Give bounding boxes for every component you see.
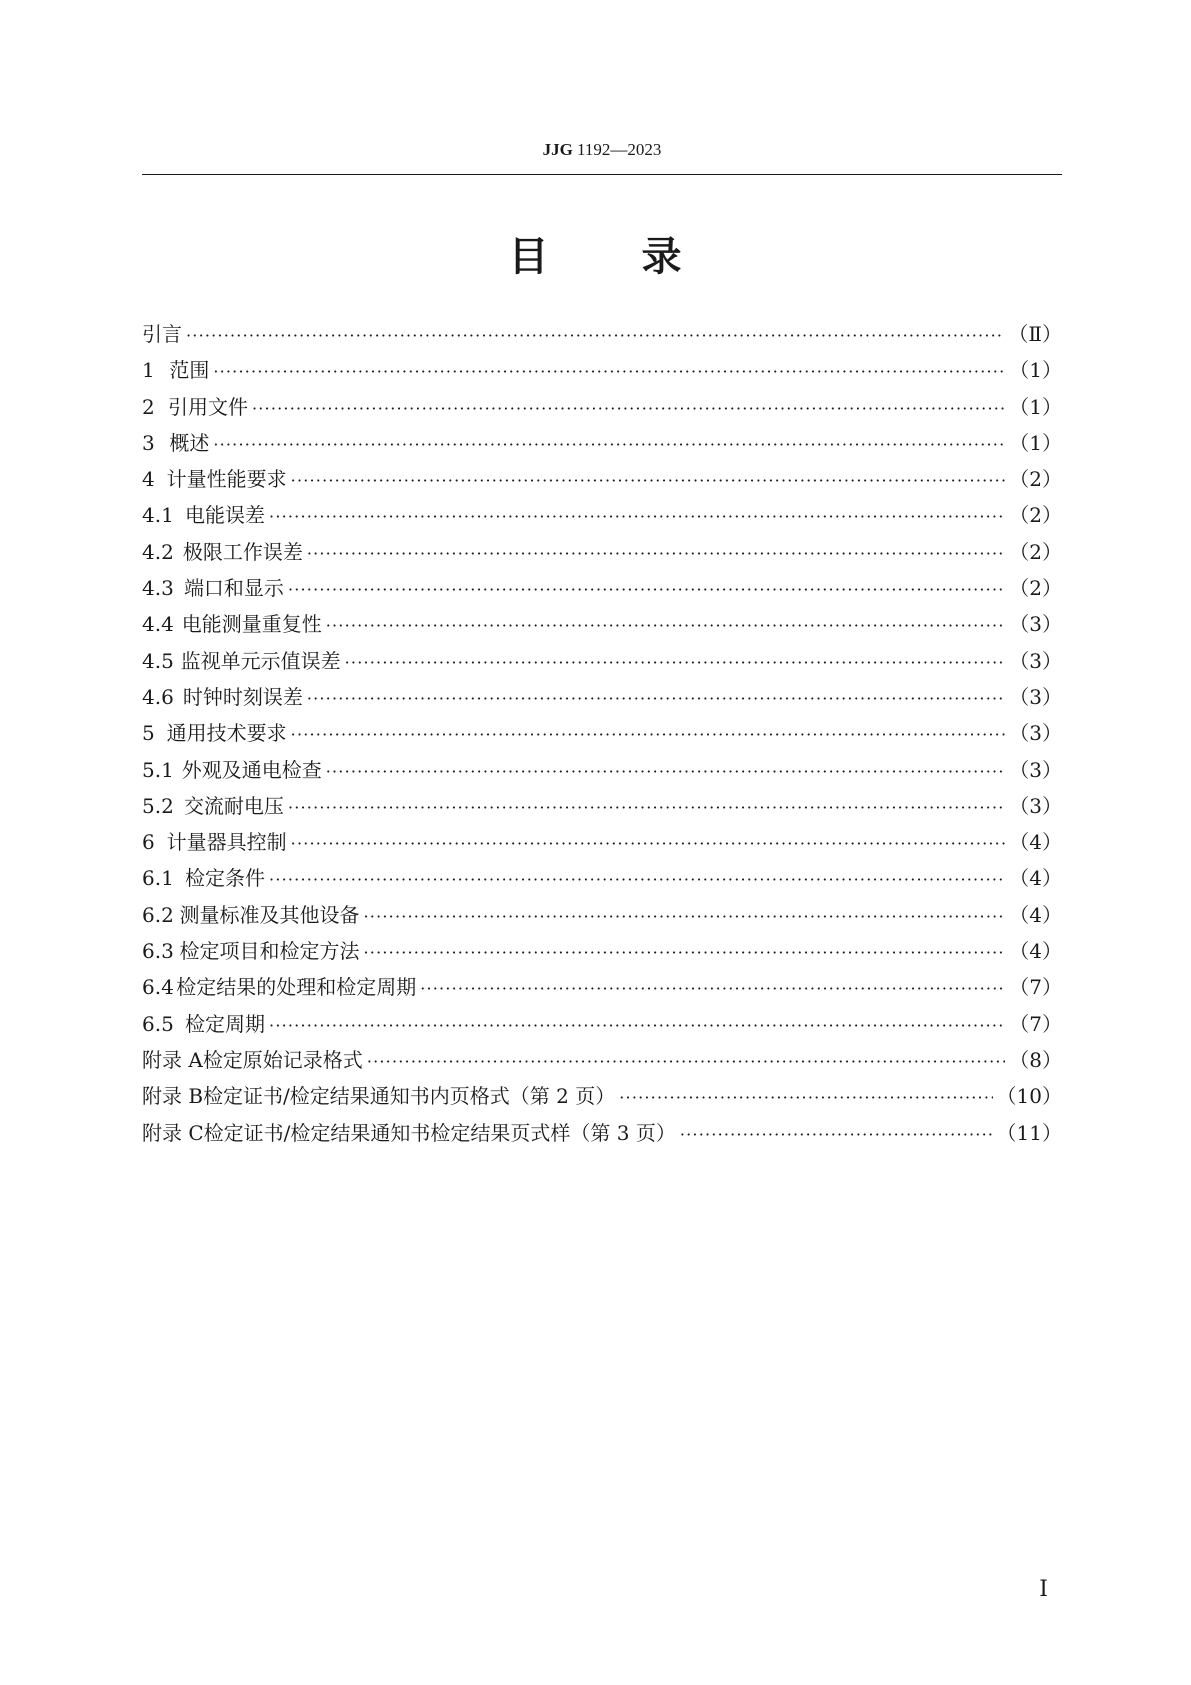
page-title	[0, 225, 1191, 282]
toc-entry-label: 检定原始记录格式	[202, 1047, 363, 1072]
toc-entry-number: 6.4	[142, 975, 174, 1000]
toc-entry-page: （1）	[1009, 430, 1062, 455]
toc-entry-label: 时钟时刻误差	[182, 684, 303, 709]
toc-entry-label: 电能误差	[185, 503, 266, 528]
toc-entry-label: 检定项目和检定方法	[179, 939, 360, 964]
toc-leader-dots	[326, 754, 1006, 790]
toc-entry-label: 外观及通电检查	[181, 757, 322, 782]
toc-entry-page: （3）	[1009, 721, 1062, 746]
toc-leader-dots	[288, 790, 1005, 826]
toc-entry-6[interactable]	[142, 824, 1062, 860]
toc-entry-number: 5.1	[142, 757, 174, 782]
toc-entry-page: （8）	[1009, 1047, 1062, 1072]
toc-entry-5-2[interactable]	[142, 788, 1062, 824]
toc-entry-page: （Ⅱ）	[1008, 322, 1062, 346]
toc-entry-6-4[interactable]	[142, 969, 1062, 1005]
toc-entry-number: 1	[142, 358, 155, 383]
toc-entry-page: （7）	[1009, 975, 1062, 1000]
toc-entry-page: （1）	[1009, 358, 1062, 383]
toc-leader-dots	[367, 1044, 1005, 1080]
toc-entry-appendix-a[interactable]	[142, 1042, 1062, 1078]
toc-leader-dots	[186, 318, 1004, 354]
toc-entry-page: （4）	[1009, 939, 1062, 964]
toc-entry-page: （10）	[996, 1084, 1062, 1109]
toc-entry-4-4[interactable]	[142, 606, 1062, 642]
toc-leader-dots	[345, 645, 1006, 681]
toc-entry-number: 附录 C	[142, 1120, 204, 1145]
toc-entry-label: 引言	[142, 322, 182, 346]
toc-leader-dots	[291, 463, 1006, 499]
toc-entry-4-1[interactable]	[142, 497, 1062, 533]
toc-entry-label: 检定证书/检定结果通知书检定结果页式样（第 3 页）	[203, 1120, 676, 1145]
toc-entry-number: 4	[142, 467, 155, 492]
toc-entry-intro[interactable]	[142, 316, 1062, 352]
toc-entry-number: 4.6	[142, 684, 174, 709]
page-number: Ⅰ	[1039, 1576, 1048, 1601]
toc-entry-page: （2）	[1009, 539, 1062, 564]
toc-leader-dots	[307, 536, 1005, 572]
toc-entry-page: （2）	[1009, 503, 1062, 528]
toc-entry-4-5[interactable]	[142, 643, 1062, 679]
toc-entry-page: （3）	[1009, 793, 1062, 818]
toc-entry-6-2[interactable]	[142, 897, 1062, 933]
toc-entry-number: 6.5	[142, 1011, 174, 1036]
toc-entry-page: （3）	[1009, 612, 1062, 637]
table-of-contents	[142, 316, 1062, 1151]
toc-entry-label: 交流耐电压	[183, 793, 284, 818]
toc-entry-page: （7）	[1009, 1011, 1062, 1036]
toc-leader-dots	[269, 1008, 1005, 1044]
toc-entry-label: 检定证书/检定结果通知书内页格式（第 2 页）	[203, 1084, 616, 1109]
toc-entry-label: 计量性能要求	[166, 467, 287, 492]
toc-leader-dots	[619, 1080, 992, 1116]
toc-leader-dots	[269, 499, 1005, 535]
toc-entry-page: （2）	[1009, 576, 1062, 601]
title-char-2: 录	[641, 234, 683, 280]
toc-entry-label: 概述	[169, 430, 210, 455]
toc-leader-dots	[213, 427, 1005, 463]
toc-entry-appendix-c[interactable]	[142, 1115, 1062, 1151]
toc-entry-4-3[interactable]	[142, 570, 1062, 606]
toc-entry-number: 3	[142, 430, 155, 455]
toc-entry-label: 通用技术要求	[166, 721, 287, 746]
toc-leader-dots	[252, 391, 1005, 427]
toc-entry-number: 4.3	[142, 576, 174, 601]
title-char-1: 目	[508, 234, 550, 280]
toc-entry-label: 检定条件	[185, 866, 266, 891]
toc-entry-number: 6.3	[142, 939, 174, 964]
toc-leader-dots	[326, 608, 1006, 644]
toc-entry-number: 6.2	[142, 902, 174, 927]
toc-entry-6-5[interactable]	[142, 1006, 1062, 1042]
toc-entry-page: （4）	[1009, 902, 1062, 927]
toc-entry-2[interactable]	[142, 389, 1062, 425]
toc-entry-3[interactable]	[142, 425, 1062, 461]
toc-entry-number: 2	[142, 394, 155, 419]
toc-entry-page: （1）	[1009, 394, 1062, 419]
toc-entry-5-1[interactable]	[142, 752, 1062, 788]
toc-entry-label: 检定周期	[185, 1011, 266, 1036]
toc-entry-page: （11）	[996, 1120, 1062, 1145]
toc-entry-number: 附录 B	[142, 1084, 204, 1109]
toc-leader-dots	[680, 1117, 993, 1153]
toc-entry-label: 端口和显示	[183, 576, 284, 601]
toc-entry-number: 4.4	[142, 612, 174, 637]
toc-entry-page: （4）	[1009, 866, 1062, 891]
toc-entry-appendix-b[interactable]	[142, 1078, 1062, 1114]
page-header	[142, 140, 1062, 160]
toc-entry-4[interactable]	[142, 461, 1062, 497]
toc-leader-dots	[364, 935, 1006, 971]
toc-entry-page: （3）	[1009, 684, 1062, 709]
standard-code: JJG	[542, 140, 573, 159]
toc-entry-1[interactable]	[142, 352, 1062, 388]
toc-entry-label: 测量标准及其他设备	[179, 902, 360, 927]
toc-entry-number: 5.2	[142, 793, 174, 818]
toc-entry-number: 6.1	[142, 866, 174, 891]
toc-leader-dots	[291, 717, 1006, 753]
toc-entry-5[interactable]	[142, 715, 1062, 751]
toc-entry-page: （2）	[1009, 467, 1062, 492]
toc-entry-label: 电能测量重复性	[181, 612, 322, 637]
toc-entry-label: 引用文件	[167, 394, 248, 419]
standard-number: 1192—2023	[577, 140, 662, 159]
toc-entry-6-3[interactable]	[142, 933, 1062, 969]
toc-leader-dots	[420, 971, 1005, 1007]
toc-entry-number: 5	[142, 721, 155, 746]
toc-entry-number: 4.2	[142, 539, 174, 564]
toc-entry-label: 检定结果的处理和检定周期	[176, 975, 417, 1000]
toc-entry-4-6[interactable]	[142, 679, 1062, 715]
toc-entry-page: （4）	[1009, 830, 1062, 855]
toc-leader-dots	[291, 826, 1006, 862]
header-rule	[142, 174, 1062, 175]
toc-leader-dots	[288, 572, 1005, 608]
toc-entry-6-1[interactable]	[142, 860, 1062, 896]
toc-entry-label: 监视单元示值误差	[180, 648, 341, 673]
toc-entry-page: （3）	[1009, 648, 1062, 673]
toc-entry-number: 4.5	[142, 648, 174, 673]
toc-entry-label: 极限工作误差	[182, 539, 303, 564]
toc-leader-dots	[269, 862, 1005, 898]
toc-leader-dots	[307, 681, 1005, 717]
toc-entry-number: 4.1	[142, 503, 174, 528]
toc-entry-number: 附录 A	[142, 1047, 203, 1072]
toc-leader-dots	[364, 899, 1006, 935]
toc-entry-page: （3）	[1009, 757, 1062, 782]
toc-leader-dots	[213, 354, 1005, 390]
toc-entry-label: 范围	[169, 358, 210, 383]
toc-entry-4-2[interactable]	[142, 534, 1062, 570]
toc-entry-label: 计量器具控制	[166, 830, 287, 855]
toc-entry-number: 6	[142, 830, 155, 855]
